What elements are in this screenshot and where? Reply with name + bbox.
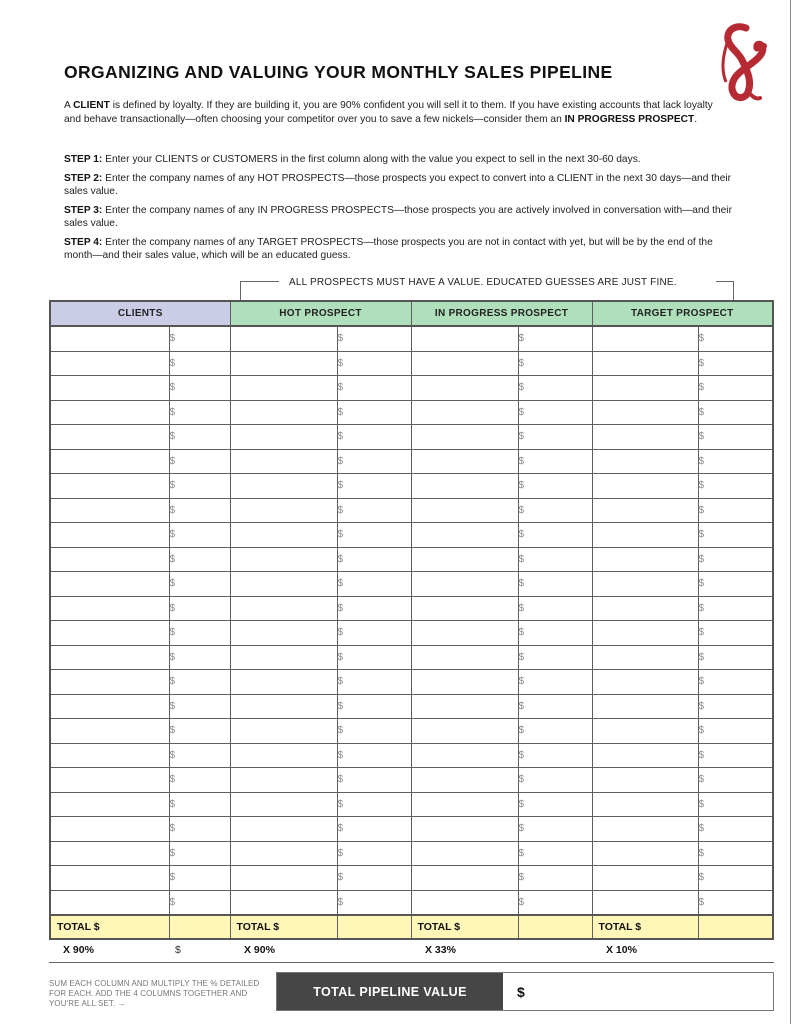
step-1: [64, 153, 734, 167]
table-row: [50, 768, 773, 793]
table-row: [50, 547, 773, 572]
in-progress-value-cell[interactable]: $: [518, 621, 592, 646]
hot-company-name-cell[interactable]: [230, 572, 337, 597]
in-progress-value-cell[interactable]: $: [518, 792, 592, 817]
table-row: [50, 523, 773, 548]
target-company-name-cell[interactable]: [592, 621, 698, 646]
table-row: [50, 376, 773, 401]
in-progress-company-name-cell[interactable]: [411, 621, 518, 646]
clients-value-cell[interactable]: $: [169, 449, 230, 474]
target-company-name-cell[interactable]: [592, 596, 698, 621]
total-clients-value[interactable]: [169, 915, 230, 939]
table-row: [50, 400, 773, 425]
in-progress-value-cell[interactable]: $: [518, 645, 592, 670]
in-progress-company-name-cell[interactable]: [411, 890, 518, 915]
hot-value-cell[interactable]: $: [337, 326, 411, 351]
header-in-progress-prospect: IN PROGRESS PROSPECT: [411, 301, 592, 326]
clients-value-cell[interactable]: $: [169, 768, 230, 793]
clients-company-name-cell[interactable]: [50, 400, 169, 425]
step-label: STEP 1:: [64, 154, 103, 165]
step-label: STEP 2:: [64, 172, 103, 184]
in-progress-value-cell[interactable]: $: [518, 449, 592, 474]
in-progress-company-name-cell[interactable]: [411, 547, 518, 572]
target-value-cell[interactable]: $: [698, 523, 773, 548]
hot-company-name-cell[interactable]: [230, 841, 337, 866]
header-row: [50, 301, 773, 326]
total-target-label: TOTAL $: [592, 915, 698, 939]
hot-value-cell[interactable]: $: [337, 768, 411, 793]
in-progress-value-cell[interactable]: $: [518, 596, 592, 621]
in-progress-value-cell[interactable]: $: [518, 694, 592, 719]
in-progress-company-name-cell[interactable]: [411, 792, 518, 817]
target-company-name-cell[interactable]: [592, 866, 698, 891]
target-value-cell[interactable]: $: [698, 694, 773, 719]
clients-company-name-cell[interactable]: [50, 768, 169, 793]
table-row: [50, 645, 773, 670]
clients-value-cell[interactable]: $: [169, 670, 230, 695]
target-value-cell[interactable]: $: [698, 621, 773, 646]
clients-value-cell[interactable]: $: [169, 719, 230, 744]
in-progress-company-name-cell[interactable]: [411, 719, 518, 744]
target-company-name-cell[interactable]: [592, 376, 698, 401]
target-value-cell[interactable]: $: [698, 719, 773, 744]
table-row: [50, 326, 773, 351]
target-multiplier: X 10%: [606, 944, 637, 956]
clients-company-name-cell[interactable]: [50, 621, 169, 646]
in-progress-value-cell[interactable]: $: [518, 523, 592, 548]
table-row: [50, 596, 773, 621]
clients-company-name-cell[interactable]: [50, 523, 169, 548]
clients-company-name-cell[interactable]: [50, 645, 169, 670]
clients-value-cell[interactable]: $: [169, 547, 230, 572]
target-value-cell[interactable]: $: [698, 743, 773, 768]
ampersand-logo-icon: [708, 22, 774, 102]
step-text: Enter your CLIENTS or CUSTOMERS in the first column along with the value you expect to sell in the next 30-60 days.: [102, 154, 641, 165]
clients-value-cell[interactable]: $: [169, 572, 230, 597]
table-row: [50, 719, 773, 744]
step-text: Enter the company names of any IN PROGRESS PROSPECTS—those prospects you are actively involved in conversation with—and their sales value.: [64, 204, 732, 229]
clients-value-cell[interactable]: $: [169, 596, 230, 621]
in-progress-value-cell[interactable]: $: [518, 326, 592, 351]
clients-company-name-cell[interactable]: [50, 719, 169, 744]
in-progress-value-cell[interactable]: $: [518, 768, 592, 793]
hot-value-cell[interactable]: $: [337, 645, 411, 670]
hot-company-name-cell[interactable]: [230, 621, 337, 646]
hot-value-cell[interactable]: $: [337, 474, 411, 499]
hot-company-name-cell[interactable]: [230, 890, 337, 915]
table-row: [50, 866, 773, 891]
hot-company-name-cell[interactable]: [230, 376, 337, 401]
hot-company-name-cell[interactable]: [230, 817, 337, 842]
hot-company-name-cell[interactable]: [230, 326, 337, 351]
target-company-name-cell[interactable]: [592, 425, 698, 450]
header-target-prospect: TARGET PROSPECT: [592, 301, 773, 326]
clients-company-name-cell[interactable]: [50, 596, 169, 621]
in-progress-value-cell[interactable]: $: [518, 719, 592, 744]
step-label: STEP 4:: [64, 236, 103, 248]
target-value-cell[interactable]: $: [698, 645, 773, 670]
target-company-name-cell[interactable]: [592, 841, 698, 866]
clients-company-name-cell[interactable]: [50, 498, 169, 523]
target-value-cell[interactable]: $: [698, 866, 773, 891]
in-progress-value-cell[interactable]: $: [518, 400, 592, 425]
in-progress-value-cell[interactable]: $: [518, 866, 592, 891]
hot-value-cell[interactable]: $: [337, 498, 411, 523]
target-company-name-cell[interactable]: [592, 743, 698, 768]
footer-instructions: SUM EACH COLUMN AND MULTIPLY THE % DETAILED FOR EACH. ADD THE 4 COLUMNS TOGETHER AND YOU'RE ALL SET. →: [49, 979, 260, 1008]
in-progress-company-name-cell[interactable]: [411, 326, 518, 351]
in-progress-company-name-cell[interactable]: [411, 351, 518, 376]
target-company-name-cell[interactable]: [592, 719, 698, 744]
in-progress-value-cell[interactable]: $: [518, 817, 592, 842]
target-value-cell[interactable]: $: [698, 572, 773, 597]
target-value-cell[interactable]: $: [698, 670, 773, 695]
in-progress-value-cell[interactable]: $: [518, 743, 592, 768]
clients-company-name-cell[interactable]: [50, 351, 169, 376]
target-value-cell[interactable]: $: [698, 326, 773, 351]
target-company-name-cell[interactable]: [592, 645, 698, 670]
clients-company-name-cell[interactable]: [50, 326, 169, 351]
clients-company-name-cell[interactable]: [50, 572, 169, 597]
clients-value-cell[interactable]: $: [169, 621, 230, 646]
table-row: [50, 670, 773, 695]
total-target-value[interactable]: [698, 915, 773, 939]
steps-list: [64, 153, 734, 268]
clients-company-name-cell[interactable]: [50, 474, 169, 499]
in-progress-company-name-cell[interactable]: [411, 645, 518, 670]
step-text: Enter the company names of any TARGET PROSPECTS—those prospects you are not in contact with yet, but will be by the end of the month—and their sales value, which will be an educated guess.: [64, 236, 713, 261]
hot-company-name-cell[interactable]: [230, 645, 337, 670]
clients-value-cell[interactable]: $: [169, 817, 230, 842]
hot-company-name-cell[interactable]: [230, 351, 337, 376]
in-progress-value-cell[interactable]: $: [518, 572, 592, 597]
table-row: [50, 572, 773, 597]
intro-bold-client: CLIENT: [73, 100, 110, 111]
in-progress-value-cell[interactable]: $: [518, 474, 592, 499]
hot-value-cell[interactable]: $: [337, 719, 411, 744]
table-row: [50, 792, 773, 817]
hot-value-cell[interactable]: $: [337, 596, 411, 621]
in-progress-value-cell[interactable]: $: [518, 890, 592, 915]
total-pipeline-label: TOTAL PIPELINE VALUE: [277, 973, 503, 1010]
target-company-name-cell[interactable]: [592, 792, 698, 817]
total-hot-value[interactable]: [337, 915, 411, 939]
target-company-name-cell[interactable]: [592, 547, 698, 572]
in-progress-value-cell[interactable]: $: [518, 351, 592, 376]
in-progress-company-name-cell[interactable]: [411, 449, 518, 474]
intro-text: .: [694, 114, 698, 125]
in-progress-company-name-cell[interactable]: [411, 474, 518, 499]
target-company-name-cell[interactable]: [592, 768, 698, 793]
total-in-progress-label: TOTAL $: [411, 915, 518, 939]
target-value-cell[interactable]: $: [698, 841, 773, 866]
hot-value-cell[interactable]: $: [337, 866, 411, 891]
in-progress-value-cell[interactable]: $: [518, 425, 592, 450]
clients-value-cell[interactable]: $: [169, 498, 230, 523]
target-value-cell[interactable]: $: [698, 449, 773, 474]
total-pipeline-value-field[interactable]: $: [503, 973, 773, 1010]
in-progress-company-name-cell[interactable]: [411, 768, 518, 793]
in-progress-company-name-cell[interactable]: [411, 596, 518, 621]
target-company-name-cell[interactable]: [592, 670, 698, 695]
clients-value-cell[interactable]: $: [169, 400, 230, 425]
hot-value-cell[interactable]: $: [337, 792, 411, 817]
target-value-cell[interactable]: $: [698, 400, 773, 425]
total-clients-label: TOTAL $: [50, 915, 169, 939]
hot-company-name-cell[interactable]: [230, 866, 337, 891]
in-progress-company-name-cell[interactable]: [411, 498, 518, 523]
in-progress-value-cell[interactable]: $: [518, 376, 592, 401]
hot-value-cell[interactable]: $: [337, 670, 411, 695]
hot-value-cell[interactable]: $: [337, 400, 411, 425]
hot-value-cell[interactable]: $: [337, 376, 411, 401]
target-company-name-cell[interactable]: [592, 474, 698, 499]
in-progress-company-name-cell[interactable]: [411, 817, 518, 842]
in-progress-company-name-cell[interactable]: [411, 425, 518, 450]
target-company-name-cell[interactable]: [592, 351, 698, 376]
in-progress-company-name-cell[interactable]: [411, 400, 518, 425]
target-value-cell[interactable]: $: [698, 474, 773, 499]
hot-company-name-cell[interactable]: [230, 694, 337, 719]
in-progress-company-name-cell[interactable]: [411, 670, 518, 695]
clients-company-name-cell[interactable]: [50, 376, 169, 401]
clients-company-name-cell[interactable]: [50, 817, 169, 842]
hot-company-name-cell[interactable]: [230, 474, 337, 499]
target-company-name-cell[interactable]: [592, 694, 698, 719]
hot-value-cell[interactable]: $: [337, 547, 411, 572]
target-company-name-cell[interactable]: [592, 890, 698, 915]
hot-company-name-cell[interactable]: [230, 498, 337, 523]
hot-value-cell[interactable]: $: [337, 621, 411, 646]
hot-company-name-cell[interactable]: [230, 719, 337, 744]
table-row: [50, 351, 773, 376]
clients-company-name-cell[interactable]: [50, 425, 169, 450]
table-row: [50, 425, 773, 450]
clients-company-name-cell[interactable]: [50, 694, 169, 719]
clients-value-cell[interactable]: $: [169, 523, 230, 548]
clients-value-cell[interactable]: $: [169, 694, 230, 719]
hot-company-name-cell[interactable]: [230, 449, 337, 474]
header-hot-prospect: HOT PROSPECT: [230, 301, 411, 326]
table-row: [50, 474, 773, 499]
total-pipeline-box: [276, 972, 774, 1011]
table-row: [50, 449, 773, 474]
hot-value-cell[interactable]: $: [337, 572, 411, 597]
target-value-cell[interactable]: $: [698, 596, 773, 621]
clients-company-name-cell[interactable]: [50, 792, 169, 817]
intro-bold-in-progress: IN PROGRESS PROSPECT: [564, 114, 695, 125]
intro-text: A: [64, 100, 74, 111]
table-row: [50, 841, 773, 866]
target-company-name-cell[interactable]: [592, 449, 698, 474]
total-row: [50, 915, 773, 939]
target-value-cell[interactable]: $: [698, 768, 773, 793]
step-text: Enter the company names of any HOT PROSPECTS—those prospects you expect to convert into a CLIENT in the next 30 days—and their sales value.: [64, 172, 732, 197]
hot-multiplier: X 90%: [244, 944, 275, 956]
target-company-name-cell[interactable]: [592, 400, 698, 425]
page-edge-line: [790, 0, 791, 1024]
hot-company-name-cell[interactable]: [230, 792, 337, 817]
target-company-name-cell[interactable]: [592, 523, 698, 548]
note-bracket-right: [716, 281, 734, 300]
clients-multiplier: X 90%: [63, 944, 94, 956]
clients-company-name-cell[interactable]: [50, 866, 169, 891]
clients-value-cell[interactable]: $: [169, 326, 230, 351]
clients-company-name-cell[interactable]: [50, 449, 169, 474]
total-hot-label: TOTAL $: [230, 915, 337, 939]
in-progress-multiplier: X 33%: [425, 944, 456, 956]
target-value-cell[interactable]: $: [698, 425, 773, 450]
in-progress-value-cell[interactable]: $: [518, 547, 592, 572]
table-row: [50, 498, 773, 523]
table-row: [50, 890, 773, 915]
target-value-cell[interactable]: $: [698, 890, 773, 915]
target-value-cell[interactable]: $: [698, 547, 773, 572]
clients-company-name-cell[interactable]: [50, 670, 169, 695]
clients-value-cell[interactable]: $: [169, 743, 230, 768]
hot-value-cell[interactable]: $: [337, 841, 411, 866]
page-title: ORGANIZING AND VALUING YOUR MONTHLY SALES PIPELINE: [64, 62, 613, 82]
clients-company-name-cell[interactable]: [50, 841, 169, 866]
header-clients: CLIENTS: [50, 301, 230, 326]
target-company-name-cell[interactable]: [592, 572, 698, 597]
hot-company-name-cell[interactable]: [230, 596, 337, 621]
clients-value-cell[interactable]: $: [169, 474, 230, 499]
hot-company-name-cell[interactable]: [230, 547, 337, 572]
clients-weighted-value[interactable]: $: [175, 944, 181, 956]
hot-company-name-cell[interactable]: [230, 743, 337, 768]
target-value-cell[interactable]: $: [698, 376, 773, 401]
step-2: [64, 172, 734, 199]
hot-company-name-cell[interactable]: [230, 523, 337, 548]
target-value-cell[interactable]: $: [698, 792, 773, 817]
hot-value-cell[interactable]: $: [337, 694, 411, 719]
in-progress-company-name-cell[interactable]: [411, 743, 518, 768]
in-progress-value-cell[interactable]: $: [518, 498, 592, 523]
target-company-name-cell[interactable]: [592, 817, 698, 842]
clients-company-name-cell[interactable]: [50, 743, 169, 768]
clients-value-cell[interactable]: $: [169, 866, 230, 891]
in-progress-company-name-cell[interactable]: [411, 376, 518, 401]
hot-company-name-cell[interactable]: [230, 400, 337, 425]
in-progress-company-name-cell[interactable]: [411, 523, 518, 548]
note-bracket-left: [240, 281, 279, 300]
target-value-cell[interactable]: $: [698, 817, 773, 842]
hot-value-cell[interactable]: $: [337, 523, 411, 548]
clients-company-name-cell[interactable]: [50, 547, 169, 572]
hot-value-cell[interactable]: $: [337, 425, 411, 450]
hot-value-cell[interactable]: $: [337, 817, 411, 842]
in-progress-company-name-cell[interactable]: [411, 572, 518, 597]
clients-value-cell[interactable]: $: [169, 425, 230, 450]
clients-company-name-cell[interactable]: [50, 890, 169, 915]
hot-value-cell[interactable]: $: [337, 743, 411, 768]
intro-paragraph: [64, 99, 724, 127]
in-progress-company-name-cell[interactable]: [411, 866, 518, 891]
target-value-cell[interactable]: $: [698, 498, 773, 523]
table-row: [50, 621, 773, 646]
prospect-value-note: ALL PROSPECTS MUST HAVE A VALUE. EDUCATED GUESSES ARE JUST FINE.: [289, 277, 677, 288]
table-row: [50, 743, 773, 768]
hot-company-name-cell[interactable]: [230, 768, 337, 793]
in-progress-company-name-cell[interactable]: [411, 694, 518, 719]
multiplier-row: [49, 938, 774, 963]
clients-value-cell[interactable]: $: [169, 890, 230, 915]
clients-value-cell[interactable]: $: [169, 841, 230, 866]
pipeline-table: [49, 300, 774, 940]
clients-value-cell[interactable]: $: [169, 351, 230, 376]
table-row: [50, 817, 773, 842]
clients-value-cell[interactable]: $: [169, 645, 230, 670]
hot-value-cell[interactable]: $: [337, 449, 411, 474]
in-progress-value-cell[interactable]: $: [518, 670, 592, 695]
target-company-name-cell[interactable]: [592, 498, 698, 523]
pipeline-body: [50, 326, 773, 939]
table-row: [50, 694, 773, 719]
hot-value-cell[interactable]: $: [337, 890, 411, 915]
total-in-progress-value[interactable]: [518, 915, 592, 939]
hot-company-name-cell[interactable]: [230, 425, 337, 450]
step-3: [64, 204, 734, 231]
target-company-name-cell[interactable]: [592, 326, 698, 351]
hot-value-cell[interactable]: $: [337, 351, 411, 376]
clients-value-cell[interactable]: $: [169, 792, 230, 817]
intro-text: is defined by loyalty. If they are building it, you are 90% confident you will sell it to them. If you have existing accounts that lack loyalty and behave transactionally—often choosing your competitor over you to save a few nickels—consider them an: [64, 100, 713, 125]
step-4: [64, 236, 734, 263]
clients-value-cell[interactable]: $: [169, 376, 230, 401]
step-label: STEP 3:: [64, 204, 103, 216]
hot-company-name-cell[interactable]: [230, 670, 337, 695]
target-value-cell[interactable]: $: [698, 351, 773, 376]
in-progress-value-cell[interactable]: $: [518, 841, 592, 866]
in-progress-company-name-cell[interactable]: [411, 841, 518, 866]
